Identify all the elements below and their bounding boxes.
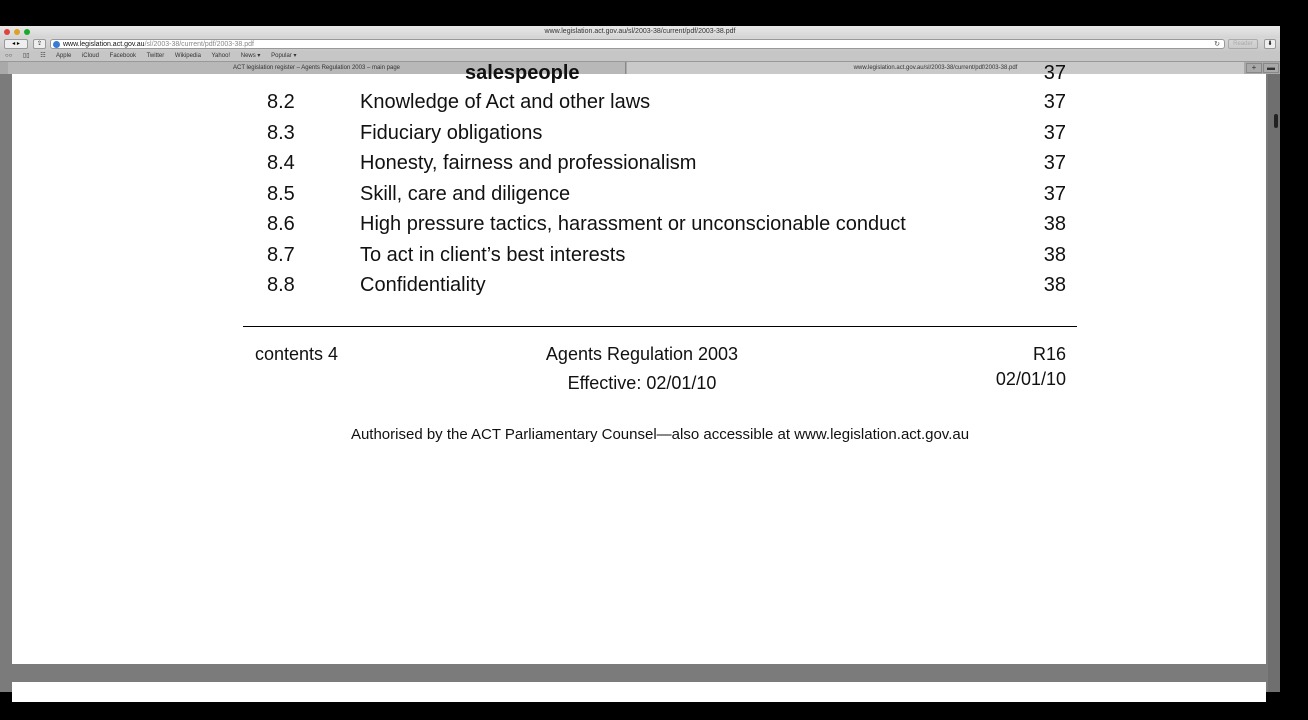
toc-title: Knowledge of Act and other laws: [360, 91, 651, 113]
bookmark-yahoo[interactable]: Yahoo!: [211, 53, 231, 59]
toc-title: Honesty, fairness and professionalism: [360, 152, 697, 174]
toc-page: 37: [1043, 121, 1066, 144]
reading-list-icon[interactable]: ○○: [5, 53, 13, 59]
bookmark-wikipedia[interactable]: Wikipedia: [174, 53, 201, 59]
toc-number: 8.4: [267, 152, 295, 174]
footer-republication: R16: [1032, 344, 1066, 364]
bookmark-apple[interactable]: Apple: [55, 53, 72, 59]
share-icon[interactable]: ⇪: [33, 39, 46, 49]
toc-title: High pressure tactics, harassment or unconscionable conduct: [360, 213, 906, 235]
toc-page: 37: [1043, 182, 1066, 205]
scrollbar-thumb[interactable]: [1274, 114, 1278, 128]
top-sites-icon[interactable]: ☷: [40, 53, 46, 59]
zoom-window-button[interactable]: [24, 29, 30, 35]
minimize-window-button[interactable]: [14, 29, 20, 35]
toc-number: 8.2: [267, 91, 295, 113]
toc-page: 38: [1043, 243, 1066, 266]
toc-page: 37: [1043, 91, 1066, 113]
reload-icon[interactable]: ↻: [1214, 41, 1220, 48]
toc-title: Confidentiality: [360, 274, 486, 296]
reader-button[interactable]: Reader: [1228, 39, 1258, 49]
toc-title: Skill, care and diligence: [360, 182, 571, 205]
url-path: /sl/2003-38/current/pdf/2003-38.pdf: [144, 41, 254, 48]
window-title-bar: [0, 26, 1280, 38]
authorised-statement: Authorised by the ACT Parliamentary Counsel—also accessible at www.legislation.act.gov.au: [350, 426, 970, 443]
tab-bar: [0, 62, 1280, 74]
pdf-page: salespeople 37 8.2 Knowledge of Act and other laws 37 8.3 Fiduciary obligations 37 8.4 Honesty, fairness and professionalism 37 8.5 Skill, care and diligence 37 8.6 High pressure tactics, harassment or unconscionable conduct 38 8.7 To act in client’s best interests 38 8.8 Confidentiality 38 contents 4 Agents Regulation 2003 Effective: 02/01/10 R16 02/01/10 Authorised by the ACT Parliamentary Counsel—also accessible at www.legislation.act.gov.au: [12, 74, 1266, 664]
footer-effective-date: Effective: 02/01/10: [567, 373, 717, 393]
footer-contents-page: contents 4: [255, 344, 339, 364]
toc-page: 38: [1043, 274, 1066, 296]
new-tab-button[interactable]: +: [1246, 63, 1262, 73]
bookmark-facebook[interactable]: Facebook: [109, 53, 137, 59]
toc-title: Fiduciary obligations: [360, 121, 543, 144]
url-host: www.legislation.act.gov.au: [63, 41, 145, 48]
toc-title: To act in client’s best interests: [360, 243, 626, 266]
bookmarks-icon[interactable]: ▯▯: [22, 53, 30, 59]
footer-rule: [243, 326, 1077, 327]
toc-page: 38: [1043, 213, 1066, 235]
bookmarks-bar: [0, 51, 1280, 62]
tab-pdf[interactable]: www.legislation.act.gov.au/sl/2003-38/current/pdf/2003-38.pdf: [627, 62, 1244, 74]
bookmark-popular[interactable]: Popular ▾: [271, 53, 297, 59]
footer-republication-date: 02/01/10: [995, 369, 1066, 389]
bookmark-icloud[interactable]: iCloud: [81, 53, 99, 59]
footer-title: Agents Regulation 2003: [545, 344, 739, 364]
toc-number: 8.5: [267, 182, 295, 205]
toc-page: 37: [1043, 152, 1066, 174]
window-title: www.legislation.act.gov.au/sl/2003-38/current/pdf/2003-38.pdf: [544, 28, 736, 35]
toc-number: 8.8: [267, 274, 295, 296]
toc-number: 8.3: [267, 121, 295, 144]
tab-overview-icon[interactable]: ▬: [1263, 63, 1279, 73]
toc-number: 8.7: [267, 243, 295, 266]
globe-icon: [53, 41, 60, 48]
back-forward-buttons[interactable]: ◂ ▸: [4, 39, 28, 49]
bookmark-twitter[interactable]: Twitter: [146, 53, 165, 59]
toc-number: 8.6: [267, 213, 295, 235]
bookmark-news[interactable]: News ▾: [240, 53, 261, 59]
downloads-icon[interactable]: ⬇: [1264, 39, 1276, 49]
close-window-button[interactable]: [4, 29, 10, 35]
scrollbar[interactable]: [1268, 74, 1280, 692]
address-bar[interactable]: [50, 39, 1225, 49]
pdf-next-page: [12, 682, 1266, 702]
browser-toolbar: [0, 38, 1280, 51]
tab-main-page[interactable]: ACT legislation register – Agents Regulation 2003 – main page: [8, 62, 626, 74]
